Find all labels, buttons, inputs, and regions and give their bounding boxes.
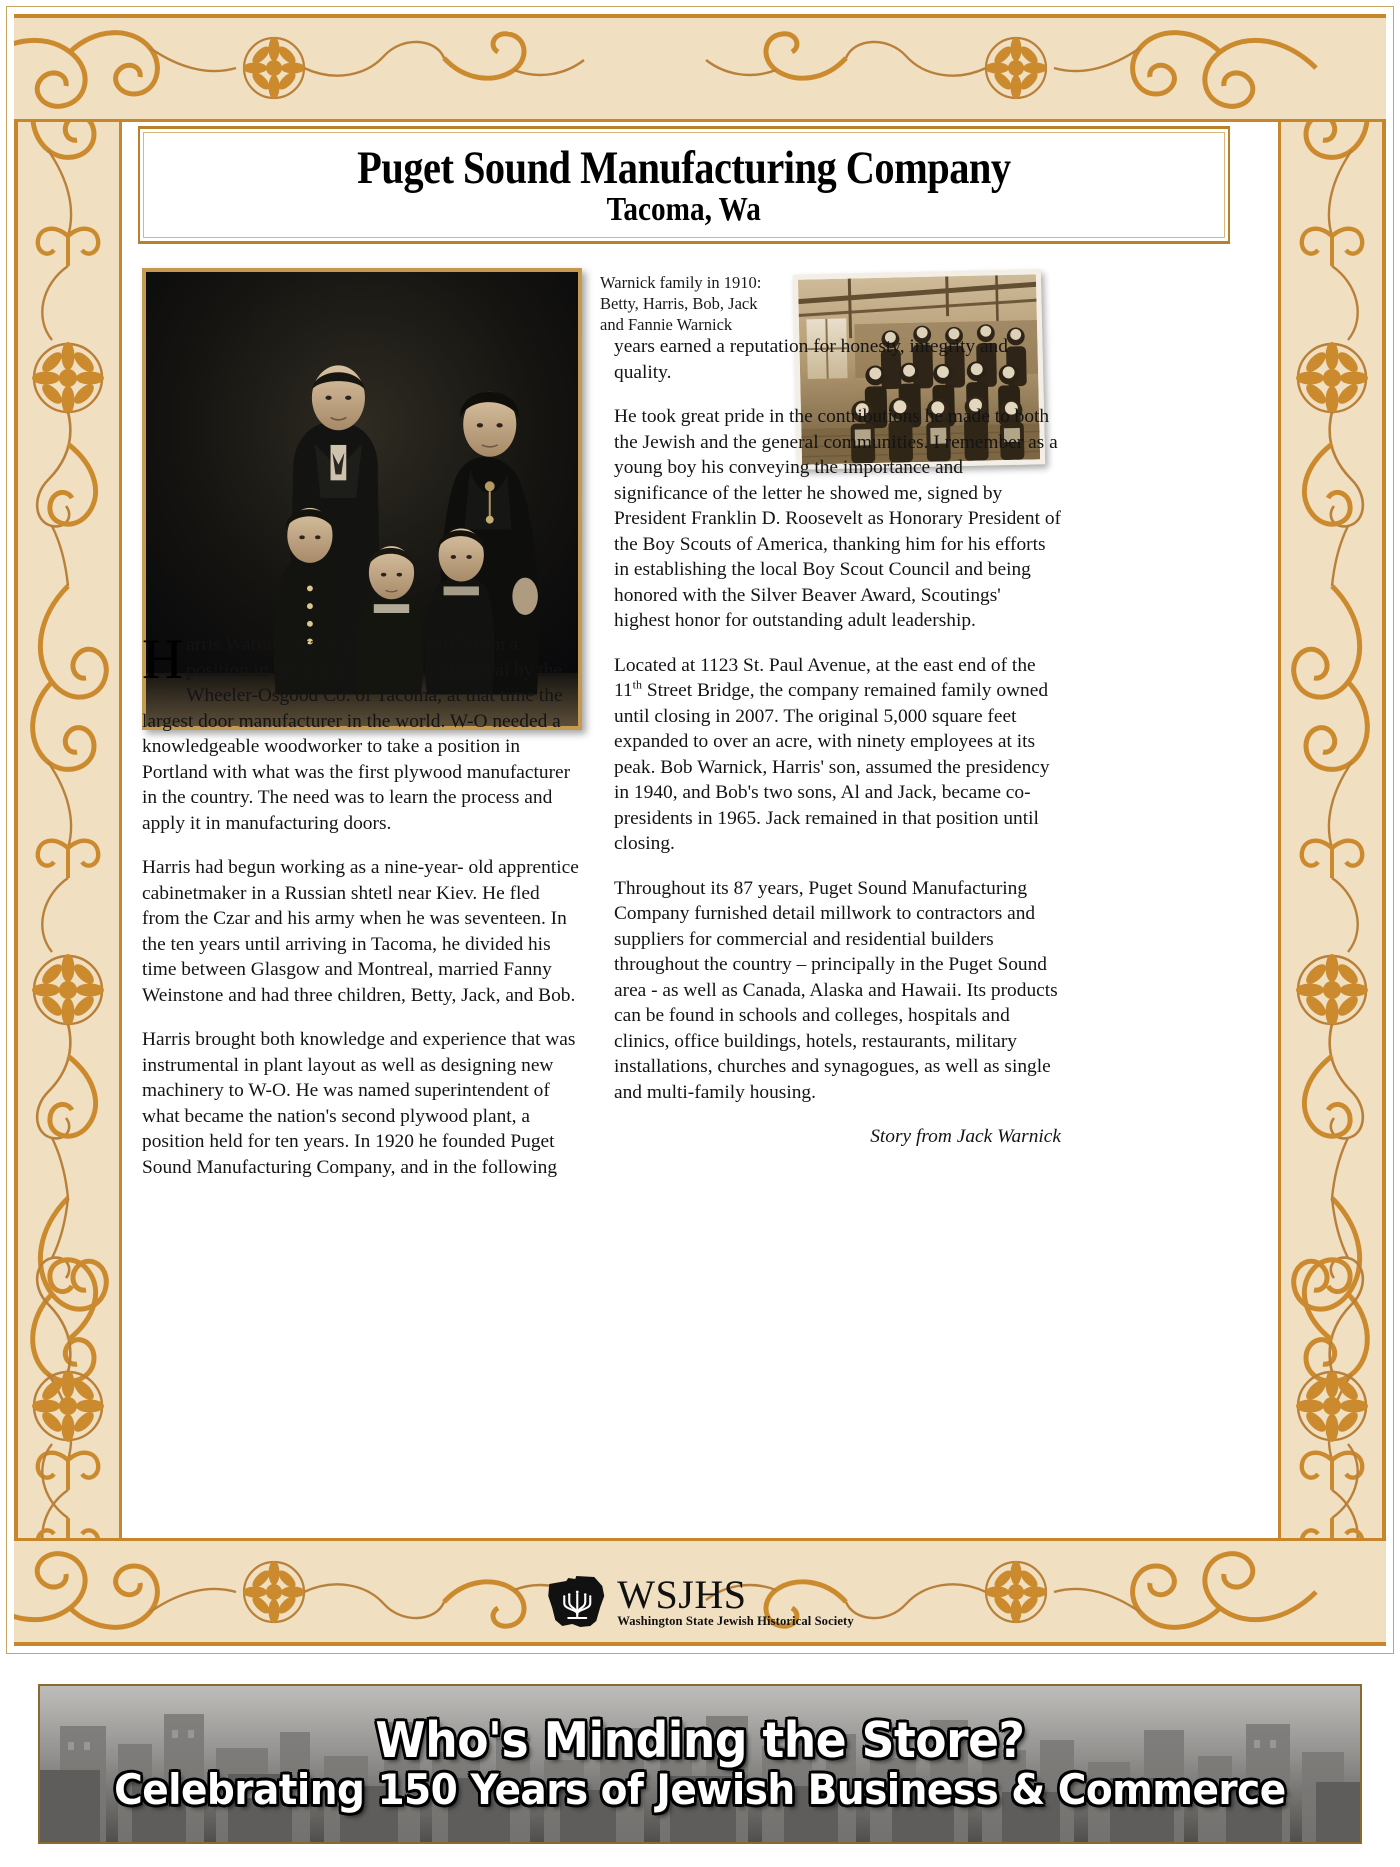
article-left-column [142, 628, 582, 1180]
story-byline: Story from Jack Warnick [870, 1126, 1061, 1148]
located-text-after: Street Bridge, the company remained family owned until closing in 2007. The original 5,000 square feet expanded to over an acre, with ninety employees at its peak. Bob Warnick, Harris' son, assumed the presidency in 1940, and Bob's two sons, Al and Jack, became co-presidents in 1965. Jack remained in that position until closing. [614, 680, 1050, 855]
page-subtitle: Tacoma, Wa [606, 191, 762, 229]
banner-subhead: Celebrating 150 Years of Jewish Business & Commerce [114, 1765, 1286, 1815]
paragraph-intro-text: arris Warnick was recruited in 1907 from a position in the wood industry in Montreal by the Wheeler-Osgood Co. of Tacoma, at that time the largest door manufacturer in the world. W-O needed a knowledgeable woodworker to take a position in Portland with what was the first plywood manufacturer in the country. The need was to learn the process and apply it in manufacturing doors. [142, 634, 571, 834]
paragraph-left-3: Harris brought both knowledge and experience that was instrumental in plant layout as well as designing new machinery to W-O. He was named superintendent of what became the nation's second plywood plant, a position held for ten years. In 1920 he founded Puget Sound Manufacturing Company, and in the following [142, 1029, 576, 1178]
family-photo-caption: Warnick family in 1910: Betty, Harris, Bob, Jack and Fannie Warnick [600, 273, 762, 335]
title-plaque [138, 126, 1230, 244]
paragraph-right-2: He took great pride in the contributions he made to both the Jewish and the general communities. I remember as a young boy his conveying the importance and significance of the letter he showed me, signed by President Franklin D. Roosevelt as Honorary President of the Boy Scouts of America, thanking him for his efforts in establishing the local Boy Scout Council and being honored with the Silver Beaver Award, Scoutings' highest honor for outstanding adult leadership. [614, 406, 1061, 632]
scrollwork-vine-left-icon [18, 14, 119, 1646]
ordinal-suffix: th [632, 677, 643, 692]
drop-cap: H [142, 628, 184, 691]
paragraph-intro [142, 628, 582, 836]
scrollwork-vine-top-icon [14, 18, 1386, 119]
paragraph-left-2: Harris had begun working as a nine-year- old apprentice cabinetmaker in a Russian shtetl near Kiev. He fled from the Czar and his army when he was seventeen. In the ten years until arriving in Tacoma, he divided his time between Glasgow and Montreal, married Fanny Weinstone and had three children, Betty, Jack, and Bob. [142, 857, 579, 1006]
wsjhs-acronym: WSJHS [617, 1572, 747, 1618]
ornament-band-left [14, 14, 122, 1646]
paragraph-located [614, 653, 1061, 857]
paragraph-right-4: Throughout its 87 years, Puget Sound Manufacturing Company furnished detail millwork to contractors and suppliers for commercial and residential builders throughout the country – principally in the Puget Sound area - as well as Canada, Alaska and Hawaii. Its products can be found in schools and colleges, hospitals and clinics, office buildings, hotels, restaurants, military installations, churches and synagogues, as well as single and multi-family housing. [614, 877, 1058, 1103]
ornament-band-top [14, 14, 1386, 122]
located-text-before: Located at 1123 St. Paul Avenue, at the east end of the 11 [614, 654, 1036, 702]
article-right-column [614, 334, 1061, 1150]
wsjhs-full-name: Washington State Jewish Historical Society [617, 1614, 854, 1628]
washington-state-menorah-icon [546, 1574, 608, 1630]
banner-text-block [40, 1686, 1360, 1842]
ornamental-border-frame [14, 14, 1386, 1646]
scrollwork-vine-right-icon [1281, 14, 1382, 1646]
banner-headline: Who's Minding the Store? [375, 1712, 1025, 1770]
page-title: Puget Sound Manufacturing Company [357, 141, 1011, 194]
poster-content-area [122, 122, 1278, 1538]
exhibit-banner [38, 1684, 1362, 1844]
paragraph-right-1: years earned a reputation for honesty, integrity and quality. [614, 336, 1008, 383]
wsjhs-logo [546, 1574, 853, 1630]
ornament-band-right [1278, 14, 1386, 1646]
